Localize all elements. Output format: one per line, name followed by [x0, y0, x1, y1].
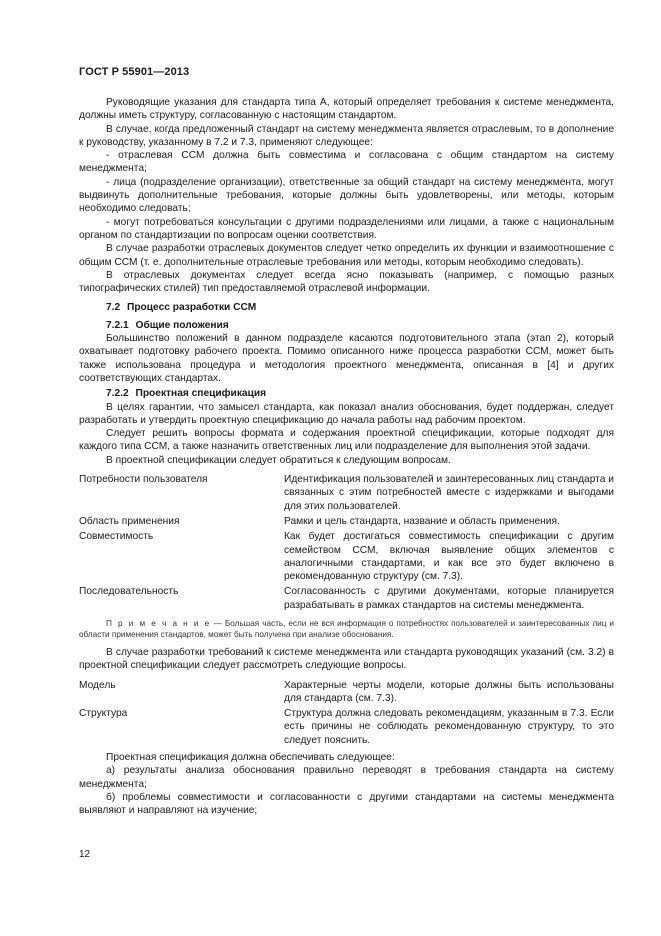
definition-term: Последовательность — [79, 586, 179, 598]
definition-term: Область применения — [79, 515, 180, 527]
definition-term: Модель — [79, 679, 116, 691]
definition-term: Структура — [79, 708, 128, 720]
subsection-heading-7-2-2 — [79, 387, 614, 400]
section-heading-7-2 — [79, 301, 614, 314]
note — [79, 618, 614, 640]
paragraph: Руководящие указания для стандарта типа A, который определяет требования к системе менеджмента, должны иметь структуру, согласованную с настоящим стандартом. — [79, 97, 614, 122]
paragraph: Проектная спецификация должна обеспечивать следующее: — [106, 752, 395, 764]
subsection-title: Общие положения — [135, 319, 229, 331]
list-item: б) проблемы совместимости и согласованности с другими стандартами на системы менеджмента выявляют и направляют на изучение; — [79, 791, 614, 817]
definition-row — [79, 585, 614, 612]
note-label: П р и м е ч а н и е — [106, 618, 211, 628]
definition-description: Структура должна следовать рекомендациям, указанным в 7.3. Если есть причины не соблюдать рекомендованную структуру, то это следует пояснить. — [284, 708, 614, 746]
definition-term: Потребности пользователя — [79, 474, 208, 486]
subsection-number: 7.2.2 — [106, 388, 129, 400]
subsection-title: Проектная спецификация — [135, 388, 267, 400]
definition-description: Характерные черты модели, которые должны быть использованы для стандарта (см. 7.3). — [284, 679, 614, 704]
subsection-heading-7-2-1 — [79, 319, 614, 332]
paragraph: В случае, когда предложенный стандарт на систему менеджмента является отраслевым, то в дополнение к руководству, указанному в 7.2 и 7.3, применяют следующее: — [79, 123, 614, 148]
definition-description: Согласованность с другими документами, которые планируется разрабатывать в рамках стандартов на системы менеджмента. — [284, 586, 614, 611]
definition-row — [79, 473, 614, 513]
list-item: - могут потребоваться консультации с другими подразделениями или лицами, а также с национальным органом по стандартизации по вопросам оценки соответствия. — [79, 216, 614, 241]
paragraph: В случае разработки требований к системе менеджмента или стандарта руководящих указаний (см. 3.2) в проектной спецификации следует рассмотреть следующие вопросы. — [79, 646, 614, 672]
definition-list-spec — [79, 473, 614, 612]
paragraph: В целях гарантии, что замысел стандарта, как показал анализ обоснования, будет поддержан, следует разработать и утвердить проектную спецификацию до начала работы над рабочим проектом. — [79, 401, 614, 426]
definition-description: Идентификация пользователей и заинтересованных лиц стандарта и связанных с этим потребностей вместе с издержками и выгодами для этих пользователей. — [284, 474, 614, 512]
list-item: - отраслевая ССМ должна быть совместима и согласована с общим стандартом на систему менеджмента; — [79, 150, 614, 175]
definition-row — [79, 530, 614, 583]
definition-list-model — [79, 679, 614, 747]
definition-row — [79, 707, 614, 747]
definition-row — [79, 515, 614, 528]
definition-description: Рамки и цель стандарта, название и область применения. — [284, 515, 560, 527]
page-body — [79, 96, 614, 818]
section-title: Процесс разработки ССМ — [127, 302, 257, 314]
paragraph: В проектной спецификации следует обратиться к следующим вопросам. — [106, 454, 451, 466]
note-text: — Большая часть, если не вся информация о потребностях пользователей и заинтересованных лиц и области применения стандартов, может быть получена при анализе обоснования. — [79, 618, 614, 639]
section-number: 7.2 — [106, 302, 121, 314]
paragraph: В отраслевых документах следует всегда ясно показывать (например, с помощью разных типографических стилей) тип предоставляемой отраслевой информации. — [79, 269, 614, 295]
paragraph: В случае разработки отраслевых документов следует четко определить их функции и взаимоотношение с общим ССМ (т. е. дополнительные отраслевые требования или методы, которым необходимо следовать). — [79, 243, 614, 268]
page-number: 12 — [79, 849, 91, 860]
standard-header: ГОСТ Р 55901—2013 — [79, 66, 190, 78]
list-item: а) результаты анализа обоснования правильно переводят в требования стандарта на систему менеджмента; — [79, 765, 614, 790]
paragraph: Большинство положений в данном подразделе касаются подготовительного этапа (этап 2), который охватывает подготовку рабочего проекта. Помимо описанного ниже процесса разработки ССМ, может быть также использована процедура и методология проектного менеджмента, описанная в [4] и других соответствующих стандартах. — [79, 333, 614, 384]
paragraph: Следует решить вопросы формата и содержания проектной спецификации, которые подходят для каждого типа ССМ, а также назначить ответственных лиц или подразделение для выполнения этой задачи. — [79, 428, 614, 453]
subsection-number: 7.2.1 — [106, 319, 129, 331]
definition-row — [79, 679, 614, 706]
definition-description: Как будет достигаться совместимость спецификации с другим семейством ССМ, включая выявление общих элементов с аналогичными стандартами, и как все это будет включено в рекомендованную структуру (см. 7.3). — [284, 531, 614, 583]
definition-term: Совместимость — [79, 531, 154, 543]
list-item: - лица (подразделение организации), ответственные за общий стандарт на систему менеджмента, могут выдвинуть дополнительные требования, которые должны быть удовлетворены, или методы, которым необходимо следовать; — [79, 176, 614, 215]
